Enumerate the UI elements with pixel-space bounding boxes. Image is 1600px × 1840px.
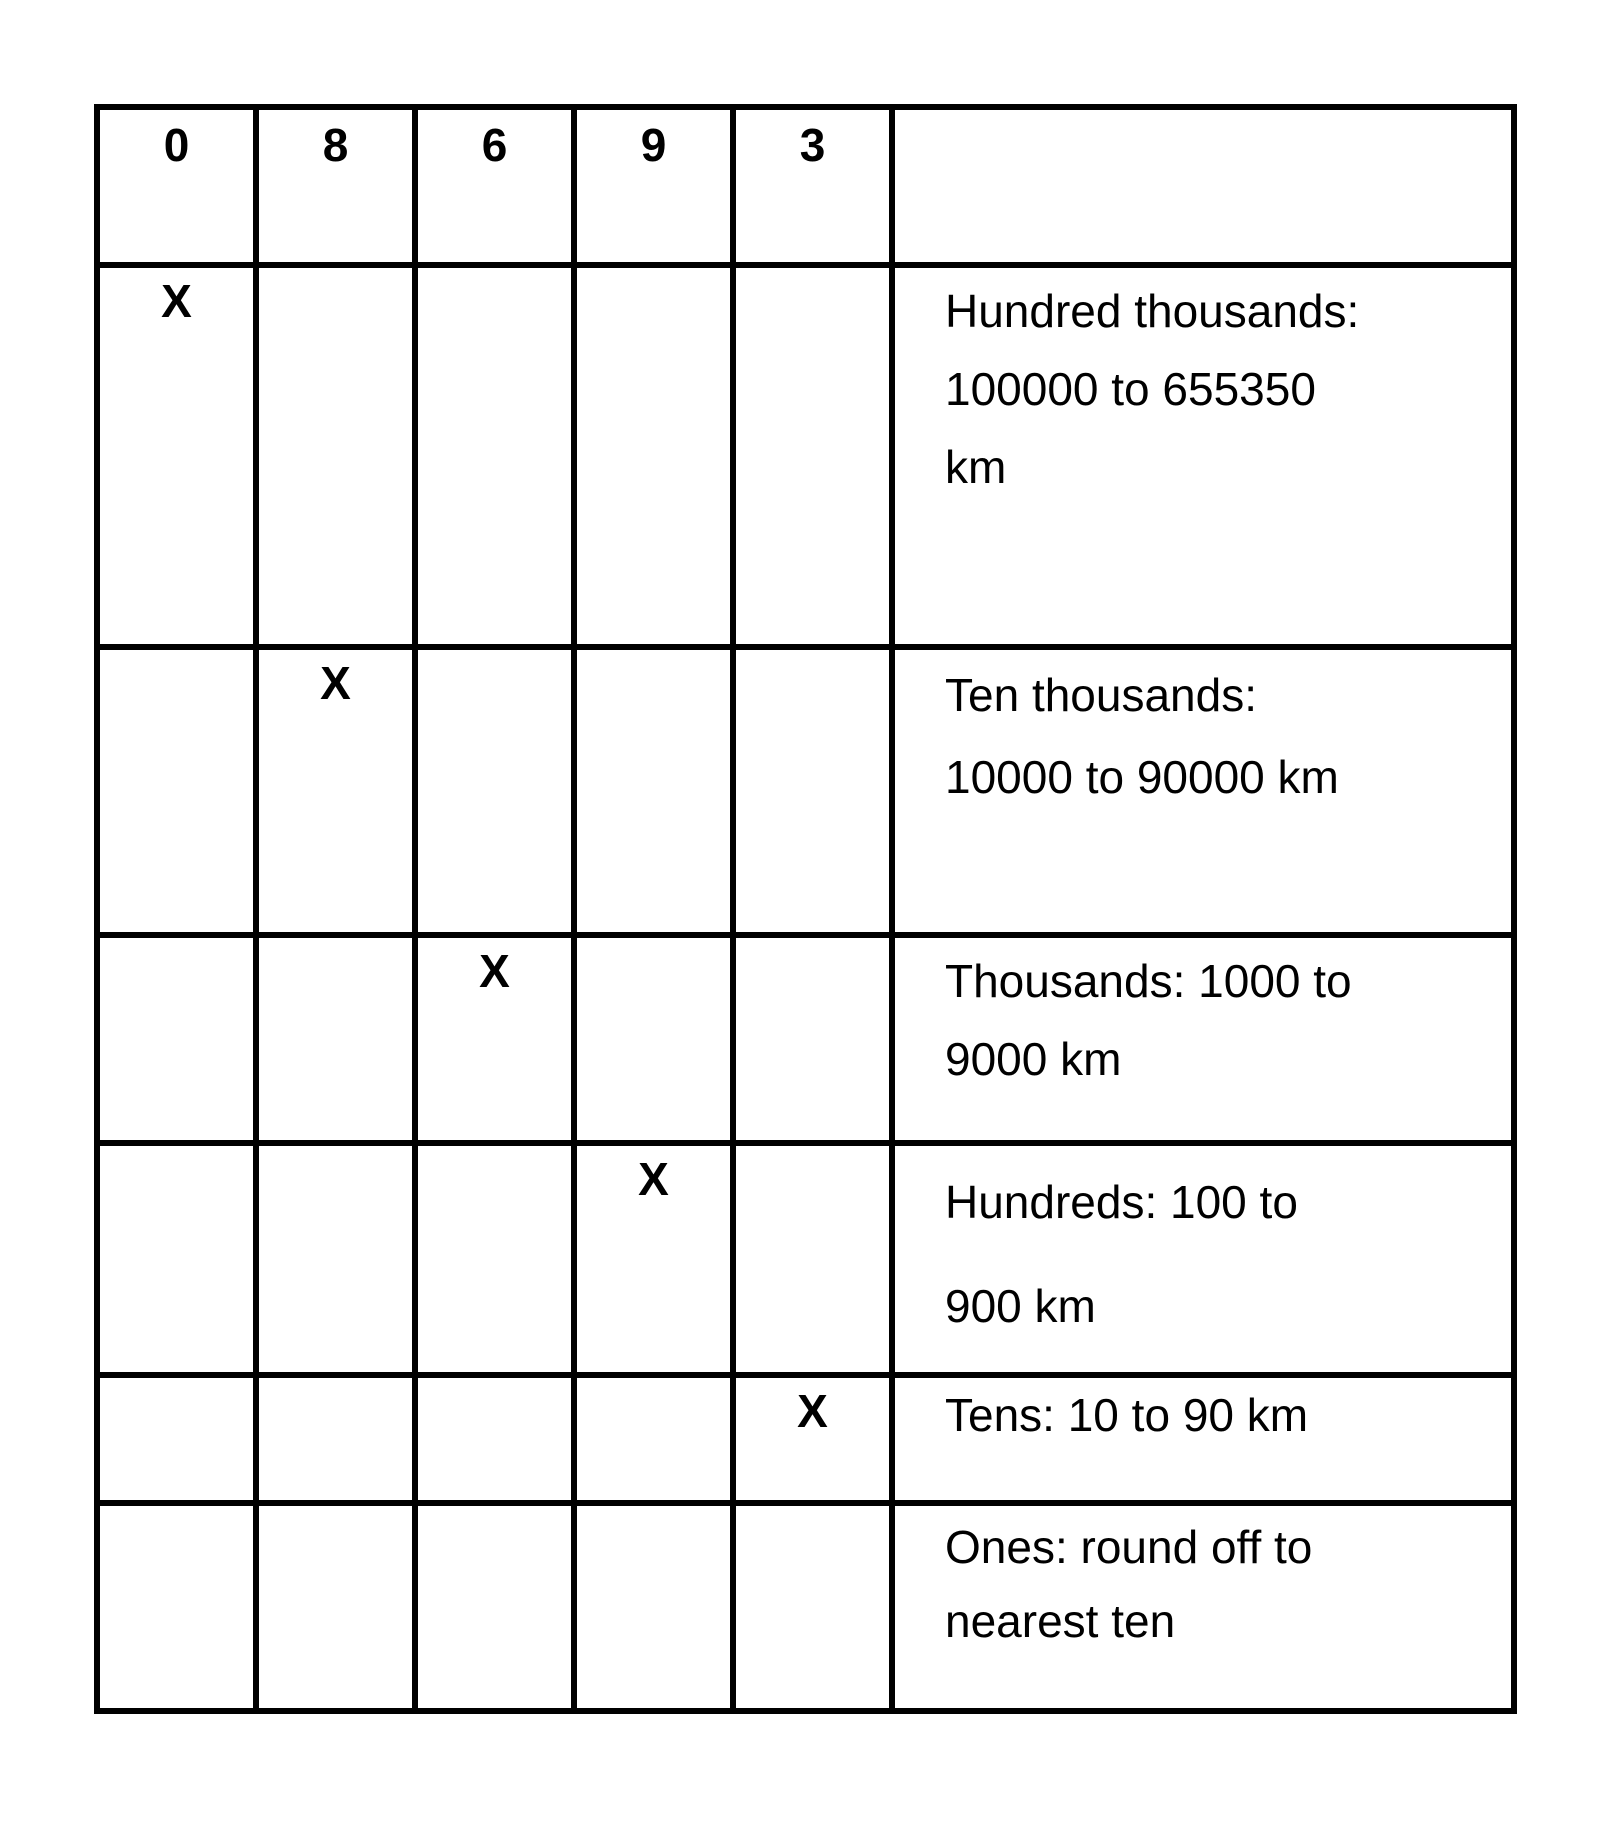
empty-cell: [415, 265, 574, 647]
empty-cell: [97, 935, 256, 1143]
empty-cell: [574, 1375, 733, 1503]
table-row: [97, 1143, 1514, 1375]
x-mark: X: [97, 265, 256, 647]
table-row: [97, 265, 1514, 647]
empty-cell: [574, 265, 733, 647]
description-cell: [892, 1375, 1514, 1503]
description-cell: [892, 1143, 1514, 1375]
header-blank-cell: [892, 107, 1514, 265]
empty-cell: [733, 1143, 892, 1375]
empty-cell: [256, 1503, 415, 1711]
description-cell: [892, 265, 1514, 647]
empty-cell: [574, 935, 733, 1143]
empty-cell: [256, 1375, 415, 1503]
empty-cell: [97, 647, 256, 935]
place-value-table: [94, 104, 1517, 1714]
empty-cell: [574, 647, 733, 935]
header-digit: 9: [574, 107, 733, 265]
header-row: [97, 107, 1514, 265]
header-digit: 8: [256, 107, 415, 265]
empty-cell: [97, 1143, 256, 1375]
description-cell: [892, 935, 1514, 1143]
empty-cell: [415, 1143, 574, 1375]
empty-cell: [415, 1503, 574, 1711]
table-row: [97, 935, 1514, 1143]
place-value-description: Thousands: 1000 to 9000 km: [945, 955, 1352, 1085]
empty-cell: [733, 265, 892, 647]
description-cell: [892, 1503, 1514, 1711]
description-cell: [892, 647, 1514, 935]
header-digit: 6: [415, 107, 574, 265]
header-digit: 3: [733, 107, 892, 265]
empty-cell: [733, 935, 892, 1143]
x-mark: X: [733, 1375, 892, 1503]
empty-cell: [97, 1375, 256, 1503]
table-row: [97, 647, 1514, 935]
x-mark: X: [415, 935, 574, 1143]
place-value-description: Hundred thousands: 100000 to 655350 km: [945, 285, 1360, 493]
place-value-description: Ones: round off to nearest ten: [945, 1521, 1313, 1647]
empty-cell: [256, 1143, 415, 1375]
empty-cell: [415, 1375, 574, 1503]
empty-cell: [574, 1503, 733, 1711]
place-value-description: Tens: 10 to 90 km: [945, 1389, 1309, 1441]
empty-cell: [733, 647, 892, 935]
place-value-description: Ten thousands: 10000 to 90000 km: [945, 669, 1339, 803]
empty-cell: [256, 265, 415, 647]
header-digit: 0: [97, 107, 256, 265]
x-mark: X: [574, 1143, 733, 1375]
empty-cell: [97, 1503, 256, 1711]
place-value-description: Hundreds: 100 to 900 km: [945, 1176, 1298, 1332]
empty-cell: [256, 935, 415, 1143]
empty-cell: [415, 647, 574, 935]
empty-cell: [733, 1503, 892, 1711]
x-mark: X: [256, 647, 415, 935]
table-row: [97, 1503, 1514, 1711]
table-row: [97, 1375, 1514, 1503]
